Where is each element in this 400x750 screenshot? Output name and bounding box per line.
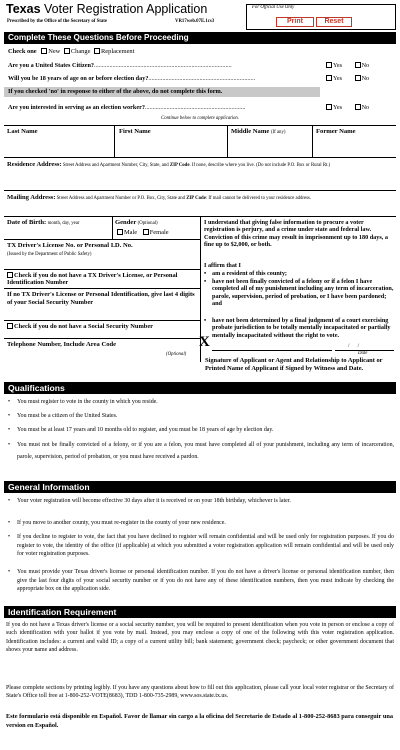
citizen-no-label: No [361,62,370,69]
residence-address-field[interactable] [7,160,393,170]
election-worker-no-label: No [361,104,370,111]
qualification-item: • You must not be finally convicted of a felony, or if you are a felon, you must have completed all of your punishment, including any term of incarceration, parole, supervision, period of probation, or you must have received a pardon. [8,440,394,463]
male-label: Male [124,229,138,236]
general-item: • If you decline to register to vote, the fact that you have declined to register will remain confidential and will be used only for registration purposes. If you do register to vote, the identity of the office (if applicable) at which you submitted a voter registration application will remain confidential and will be used only for voter registration purposes. [8,534,394,558]
form-title [6,2,207,16]
citizen-question: Are you a United States Citizen?......................................................................................... [8,62,232,69]
residence-hint-a: Street Address and Apartment Number, City, State, and [62,163,169,168]
gender-label: Gender [115,219,137,226]
general-item-text: You must provide your Texas driver's license or personal identification number. If you do not have a driver's license or personal identification number, then give the last four digits of your social security number or if you do not have any of these identification numbers, then you must indicate by checking the appropriate box on the application side. [17,569,394,593]
ssn-top-border [4,288,200,289]
date-label: Date [358,351,368,356]
last-name-field[interactable]: Last Name [7,128,38,135]
female-checkbox[interactable] [143,229,149,235]
residence-address-label: Residence Address: [7,161,62,168]
qualification-item-text: You must register to vote in the county in which you reside. [17,399,158,405]
no-ssn-label: Check if you do not have a Social Security Number [14,323,153,330]
female-label: Female [149,229,169,236]
license-hint: (Issued by the Department of Public Safety) [7,252,92,257]
qualifications-bar: Qualifications [4,382,396,394]
middle-name-label: Middle Name [231,128,270,135]
citizen-yes-label: Yes [333,62,343,69]
license-top-border [4,239,200,240]
no-license-top-border [4,269,200,270]
no-ssn-top-border [4,320,200,321]
signature-line[interactable] [212,350,332,351]
gender-hint: (Optional) [137,221,158,226]
license-field[interactable]: TX Driver's License No. or Personal I.D. No. [7,242,133,249]
election-worker-answers [326,104,369,111]
residence-top-border [4,157,396,158]
gender-options [117,229,169,237]
affirm-item-2: • have not been finally convicted of a felony or if a felon I have completed all of my punishment including any term of incarceration, parole, supervision, period of probation, or I have been pardoned; and [204,278,394,308]
age-answers [326,75,369,82]
age-yes-label: Yes [333,75,343,82]
first-name-field[interactable]: First Name [119,128,151,135]
dob-hint: month, day, year [47,221,80,226]
replacement-option-label: Replacement [101,48,135,55]
new-option-label: New [48,48,61,55]
no-license-checkbox[interactable] [7,272,13,278]
age-question: Will you be 18 years of age on or before election day?..................................................................... [8,75,256,82]
male-checkbox[interactable] [117,229,123,235]
check-one-row [8,48,392,56]
mailing-address-field[interactable] [7,193,393,203]
spanish-note: Este formulario está disponible en Español. Favor de llamar sin cargo a la oficina del Secretario de Estado al 1-800-252-8683 para conseguir una version en Español. [6,713,393,730]
gender-field [115,219,158,227]
dob-label: Date of Birth: [7,219,47,226]
change-option-label: Change [70,48,91,55]
complete-questions-bar: Complete These Questions Before Proceeding [4,32,396,44]
age-no-label: No [361,75,370,82]
general-item-text: If you decline to register to vote, the fact that you have declined to register will remain confidential and will be used only for registration purposes. If you do register to vote, the identity of the office (if applicable) at which you submitted a voter registration application will remain confidential and will be used only for voter registration purposes. [17,534,394,558]
affirm-item-2-text: have not been finally convicted of a felony or if a felon I have completed all of my punishment including any term of incarceration, parole, supervision, period of probation, or I have been pardoned; and [212,278,394,308]
qualification-item: • You must be at least 17 years and 10 months old to register, and you must be 18 years of age by election day. [8,426,394,435]
signature-x-mark: X [199,334,210,350]
general-item-text: Your voter registration will become effective 30 days after it is received or on your 18th birthday, whichever is later. [17,498,291,504]
general-item: • Your voter registration will become effective 30 days after it is received or on your 18th birthday, whichever is later. [8,497,394,506]
election-worker-yes-checkbox[interactable] [326,104,332,110]
age-question-text: Will you be 18 years of age on or before election day? [8,75,149,82]
name-divider-3 [312,125,313,157]
phone-top-border [4,338,200,339]
no-ssn-checkbox[interactable] [7,323,13,329]
id-paragraph-2: Please complete sections by printing legibly. If you have any questions about how to fill out this application, please call your local voter registrar or the Secretary of State's Office toll free at 1-800-252-VOTE(8683), TDD 1-800-735-2989, www.sos.state.tx.us. [6,685,394,700]
date-slashes: / / [348,343,360,349]
general-item: • You must provide your Texas driver's license or personal identification number. If you do not have a driver's license or personal identification number, then give the last four digits of your social security number or if you do not have any of these identification numbers, then you must indicate by checking the appropriate box on the application side. [8,569,394,593]
reset-button[interactable]: Reset [316,17,352,27]
warning-bar: If you checked 'no' in response to either of the above, do not complete this form. [4,87,320,97]
phone-hint: (Optional) [166,352,187,357]
check-one-label: Check one [8,48,37,55]
form-title-bold: Texas [6,2,41,16]
no-license-label: Check if you do not have a TX Driver's License, or Personal Identification Number [7,272,178,287]
election-worker-no-checkbox[interactable] [355,104,361,110]
replacement-checkbox[interactable] [94,48,100,54]
election-worker-text: Are you interested in serving as an election worker? [8,104,145,111]
affirm-item-1: • am a resident of this county; [204,270,394,277]
mailing-hint-a: Street Address and Apartment Number or P.O. Box, City, State and [56,196,186,201]
prescribed-by: Prescribed by the Office of the Secretary of State [7,19,107,24]
phone-field[interactable]: Telephone Number, Include Area Code [7,341,117,348]
citizen-answers [326,62,369,69]
general-item-text: If you move to another county, you must re-register in the county of your new residence. [17,520,226,526]
id-paragraph-1: If you do not have a Texas driver's license or a social security number, you will be required to present identification when you vote in person or enclose a copy of such identification with your ballot if you vote by mail. Instead, you may enclose a copy of one of the following with this voter registration application. Identification includes: a current and valid ID; a copy of a current utility bill; bank statement; government check; paycheck; or other government document that shows your name and address. [6,622,394,654]
mailing-zip: ZIP Code [186,196,206,201]
qualification-item-text: You must be at least 17 years and 10 months old to register, and you must be 18 years of age by election day. [17,427,274,433]
age-no-checkbox[interactable] [355,75,361,81]
name-row-top-border [4,125,396,126]
age-yes-checkbox[interactable] [326,75,332,81]
mailing-top-border [4,190,396,191]
mailing-address-label: Mailing Address: [7,194,56,201]
name-divider-1 [114,125,115,157]
dob-gender-divider [112,216,113,239]
dob-field[interactable] [7,219,80,227]
no-license-row [7,272,197,286]
affirm-item-1-text: am a resident of this county; [212,270,287,277]
citizen-yes-checkbox[interactable] [326,62,332,68]
continue-note: Continue below to complete application. [161,116,239,121]
affirm-item-3-text: have not been determined by a final judgment of a court exercising probate jurisdiction to be totally mentally incapacitated or partially mentally incapacitated without the right to vote. [212,317,391,339]
signature-caption: Signature of Applicant or Agent and Relationship to Applicant or Printed Name of Applicant if Signed by Witness and Date. [205,357,383,372]
affirm-item-3: • have not been determined by a final judgment of a court exercising probate jurisdiction to be totally mentally incapacitated or partially mentally incapacitated without the right to vote. [204,317,394,339]
affirm-label: I affirm that I [204,262,241,269]
print-button[interactable]: Print [276,17,314,27]
qualification-item-text: You must not be finally convicted of a felony, or if you are a felon, you must have completed all of your punishment, including any term of incarceration, parole, supervision, period of probation, or you must have received a pardon. [17,442,394,460]
mailing-hint-b: : If mail cannot be delivered to your residence address. [205,196,312,201]
qualification-item: • You must register to vote in the county in which you reside. [8,398,394,407]
qualification-item: • You must be a citizen of the United States. [8,412,394,421]
residence-zip: ZIP Code [169,163,190,168]
general-information-bar: General Information [4,481,396,493]
identification-requirement-bar: Identification Requirement [4,606,396,618]
citizen-question-text: Are you a United States Citizen? [8,62,94,69]
official-use-label: For Official Use Only [252,5,295,10]
ssn-field[interactable]: If no TX Driver's License or Personal Identification, give last 4 digits of your Social Security Number [7,291,195,306]
new-checkbox[interactable] [41,48,47,54]
residence-hint-b: . If none, describe where you live. (Do not include P.O. Box or Rural Rt.) [189,163,331,168]
no-ssn-row [7,323,157,330]
middle-name-field[interactable] [231,128,285,136]
form-title-rest: Voter Registration Application [44,2,208,16]
declaration-statement: I understand that giving false information to procure a voter registration is perjury, and a crime under state and federal law. Conviction of this crime may result in imprisonment up to 180 days, a fine up to $2,000, or both. [204,219,388,249]
general-item: • If you move to another county, you must re-register in the county of your new residence. [8,519,394,528]
former-name-field[interactable]: Former Name [316,128,356,135]
change-checkbox[interactable] [64,48,70,54]
election-worker-yes-label: Yes [333,104,343,111]
citizen-no-checkbox[interactable] [355,62,361,68]
election-worker-question: Are you interested in serving as an election worker?................................................................. [8,104,246,111]
qualification-item-text: You must be a citizen of the United States. [17,413,118,419]
form-code: VR17web.07E.1cs3 [175,19,215,24]
middle-name-hint: (If any) [270,130,286,135]
name-divider-2 [227,125,228,157]
